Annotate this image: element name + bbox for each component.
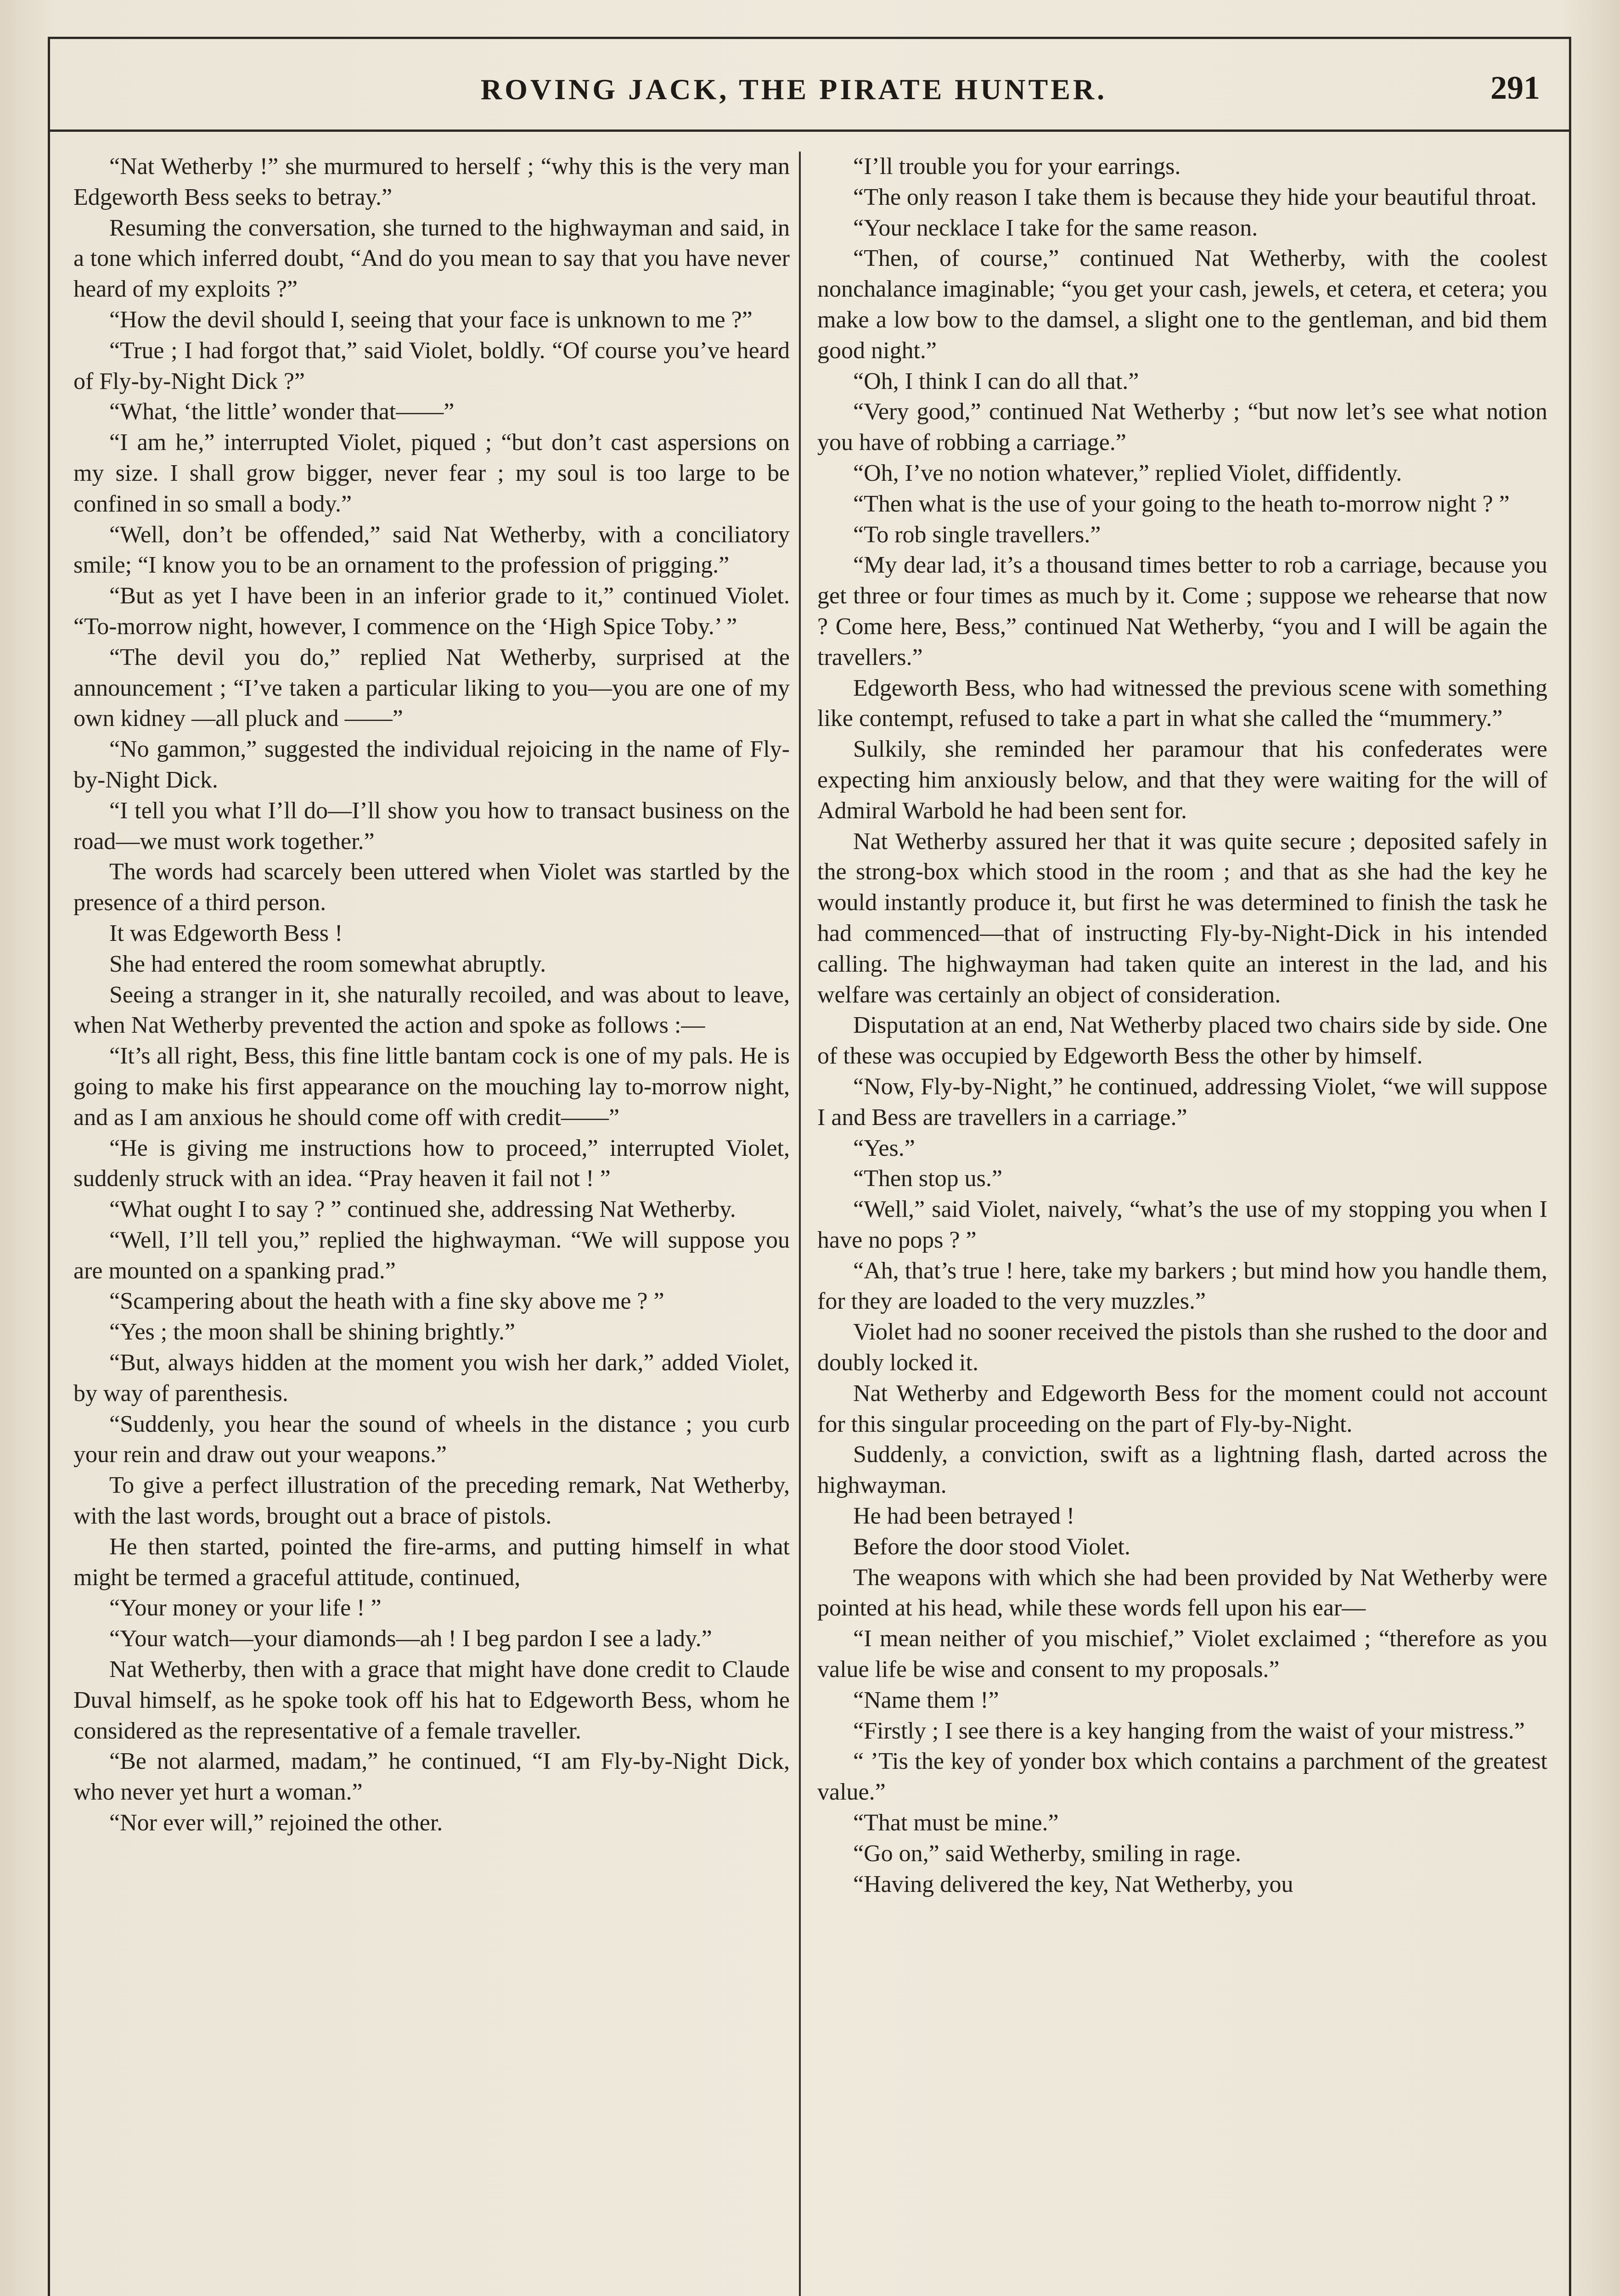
page-header xyxy=(48,60,1540,129)
paragraph: “Oh, I’ve no notion whatever,” replied Violet, diffidently. xyxy=(853,460,1402,486)
paragraph: Violet had no sooner received the pistols than she rushed to the door and doubly locked it. xyxy=(817,1319,1547,1376)
paragraph: “Scampering about the heath with a fine sky above me ? ” xyxy=(109,1288,664,1315)
paragraph: “My dear lad, it’s a thousand times better to rob a carriage, because you get three or four times as much by it. Come ; suppose we rehearse that now ? Come here, Bess,” continued Nat Wetherby, “you and I will be again the travellers.” xyxy=(817,552,1547,670)
paragraph: “It’s all right, Bess, this fine little bantam cock is one of my pals. He is going to make his first appearance on the mouching lay to-morrow night, and as I am anxious he should come off with credit——” xyxy=(73,1043,790,1131)
paragraph: “Suddenly, you hear the sound of wheels in the distance ; you curb your rein and draw out your weapons.” xyxy=(73,1411,790,1468)
paragraph: “True ; I had forgot that,” said Violet, boldly. “Of course you’ve heard of Fly-by-Night Dick ?” xyxy=(73,337,790,394)
paragraph: Nat Wetherby and Edgeworth Bess for the moment could not account for this singular proceeding on the part of Fly-by-Night. xyxy=(817,1380,1547,1437)
paragraph: Nat Wetherby assured her that it was quite secure ; deposited safely in the strong-box which stood in the room ; and that as she had the key he would instantly produce it, but first he was determined to finish the task he had commenced—that of instructing Fly-by-Night-Dick in his intended calling. The highwayman had taken quite an interest in the lad, and his welfare was certainly an object of consideration. xyxy=(817,828,1547,1008)
page-number: 291 xyxy=(1490,69,1540,106)
paragraph: “Your necklace I take for the same reason. xyxy=(853,214,1258,241)
paragraph: She had entered the room somewhat abruptly. xyxy=(109,951,546,977)
paragraph: “What, ‘the little’ wonder that——” xyxy=(109,399,455,425)
paragraph: He then started, pointed the fire-arms, and putting himself in what might be termed a graceful attitude, continued, xyxy=(73,1533,790,1591)
paragraph: “I am he,” interrupted Violet, piqued ; “but don’t cast aspersions on my size. I shall grow bigger, never fear ; my soul is too large to be confined in so small a body.” xyxy=(73,429,790,517)
paragraph: “The only reason I take them is because they hide your beautiful throat. xyxy=(853,184,1537,210)
paragraph: “Then what is the use of your going to the heath to-morrow night ? ” xyxy=(853,490,1510,517)
paragraph: “Then, of course,” continued Nat Wetherby, with the coolest nonchalance imaginable; “you get your cash, jewels, et cetera, et cetera; you make a low bow to the damsel, a slight one to the gentleman, and bid them good night.” xyxy=(817,245,1547,364)
paragraph: Disputation at an end, Nat Wetherby placed two chairs side by side. One of these was occupied by Edgeworth Bess the other by himself. xyxy=(817,1012,1547,1069)
paragraph: “Ah, that’s true ! here, take my barkers ; but mind how you handle them, for they are loaded to the very muzzles.” xyxy=(817,1257,1547,1315)
paragraph: Sulkily, she reminded her paramour that his confederates were expecting him anxiously below, and that they were waiting for the will of Admiral Warbold he had been sent for. xyxy=(817,736,1547,824)
paragraph: It was Edgeworth Bess ! xyxy=(109,920,343,946)
paragraph: Seeing a stranger in it, she naturally recoiled, and was about to leave, when Nat Wetherby prevented the action and spoke as follows :— xyxy=(73,981,790,1039)
paragraph: Edgeworth Bess, who had witnessed the previous scene with something like contempt, refused to take a part in what she called the “mummery.” xyxy=(817,675,1547,732)
paragraph: “Then stop us.” xyxy=(853,1165,1002,1192)
paragraph: “I mean neither of you mischief,” Violet exclaimed ; “therefore as you value life be wise and consent to my proposals.” xyxy=(817,1626,1547,1683)
paragraph: “But, always hidden at the moment you wish her dark,” added Violet, by way of parenthesis. xyxy=(73,1350,790,1407)
paragraph: “What ought I to say ? ” continued she, addressing Nat Wetherby. xyxy=(109,1196,736,1223)
paragraph: Suddenly, a conviction, swift as a lightning flash, darted across the highwayman. xyxy=(817,1441,1547,1499)
paragraph: “I’ll trouble you for your earrings. xyxy=(853,153,1181,180)
paragraph: “Name them !” xyxy=(853,1687,999,1713)
paragraph: “Having delivered the key, Nat Wetherby, you xyxy=(853,1871,1293,1897)
paragraph: The weapons with which she had been provided by Nat Wetherby were pointed at his head, while these words fell upon his ear— xyxy=(817,1564,1547,1621)
left-column xyxy=(73,152,790,2296)
paragraph: “Firstly ; I see there is a key hanging from the waist of your mistress.” xyxy=(853,1717,1525,1744)
paragraph: “He is giving me instructions how to proceed,” interrupted Violet, suddenly struck with an idea. “Pray heaven it fail not ! ” xyxy=(73,1135,790,1192)
paragraph: The words had scarcely been uttered when Violet was startled by the presence of a third person. xyxy=(73,859,790,916)
paragraph: “Well, I’ll tell you,” replied the highwayman. “We will suppose you are mounted on a spanking prad.” xyxy=(73,1227,790,1284)
paragraph: “Yes.” xyxy=(853,1135,915,1161)
paragraph: “How the devil should I, seeing that your face is unknown to me ?” xyxy=(109,306,753,333)
paragraph: “The devil you do,” replied Nat Wetherby, surprised at the announcement ; “I’ve taken a particular liking to you—you are one of my own kidney —all pluck and ——” xyxy=(73,644,790,732)
paragraph: “Well,” said Violet, naively, “what’s the use of my stopping you when I have no pops ? ” xyxy=(817,1196,1547,1253)
paragraph: “Your watch—your diamonds—ah ! I beg pardon I see a lady.” xyxy=(109,1626,712,1652)
paragraph: Nat Wetherby, then with a grace that might have done credit to Claude Duval himself, as he spoke took off his hat to Edgeworth Bess, whom he considered as the representative of a female traveller. xyxy=(73,1656,790,1744)
paragraph: He had been betrayed ! xyxy=(853,1503,1075,1530)
paragraph: “ ’Tis the key of yonder box which contains a parchment of the greatest value.” xyxy=(817,1748,1547,1806)
paragraph: “Now, Fly-by-Night,” he continued, addressing Violet, “we will suppose I and Bess are travellers in a carriage.” xyxy=(817,1073,1547,1131)
paragraph: “Oh, I think I can do all that.” xyxy=(853,368,1139,394)
running-title: ROVING JACK, THE PIRATE HUNTER. xyxy=(480,73,1107,106)
header-rule xyxy=(48,129,1571,132)
paragraph: “Very good,” continued Nat Wetherby ; “but now let’s see what notion you have of robbing a carriage.” xyxy=(817,399,1547,456)
paragraph: To give a perfect illustration of the preceding remark, Nat Wetherby, with the last words, brought out a brace of pistols. xyxy=(73,1472,790,1530)
paragraph: “I tell you what I’ll do—I’ll show you how to transact business on the road—we must work together.” xyxy=(73,797,790,855)
paragraph: “But as yet I have been in an inferior grade to it,” continued Violet. “To-morrow night, however, I commence on the ‘High Spice Toby.’ ” xyxy=(73,583,790,640)
paragraph: Resuming the conversation, she turned to the highwayman and said, in a tone which inferred doubt, “And do you mean to say that you have never heard of my exploits ?” xyxy=(73,214,790,303)
paragraph: “Nat Wetherby !” she murmured to herself ; “why this is the very man Edgeworth Bess seeks to betray.” xyxy=(73,153,790,210)
right-column xyxy=(817,152,1547,2296)
paragraph: “Go on,” said Wetherby, smiling in rage. xyxy=(853,1840,1241,1867)
paragraph: “To rob single travellers.” xyxy=(853,521,1101,548)
paragraph: “Be not alarmed, madam,” he continued, “I am Fly-by-Night Dick, who never yet hurt a woman.” xyxy=(73,1748,790,1806)
column-divider xyxy=(799,152,801,2296)
paragraph: “Well, don’t be offended,” said Nat Wetherby, with a conciliatory smile; “I know you to be an ornament to the profession of prigging.” xyxy=(73,521,790,579)
paragraph: “Nor ever will,” rejoined the other. xyxy=(109,1810,443,1836)
paragraph: “That must be mine.” xyxy=(853,1810,1059,1836)
paragraph: Before the door stood Violet. xyxy=(853,1533,1130,1560)
paragraph: “No gammon,” suggested the individual rejoicing in the name of Fly-by-Night Dick. xyxy=(73,736,790,793)
paragraph: “Yes ; the moon shall be shining brightly.” xyxy=(109,1319,515,1345)
paragraph: “Your money or your life ! ” xyxy=(109,1595,382,1621)
